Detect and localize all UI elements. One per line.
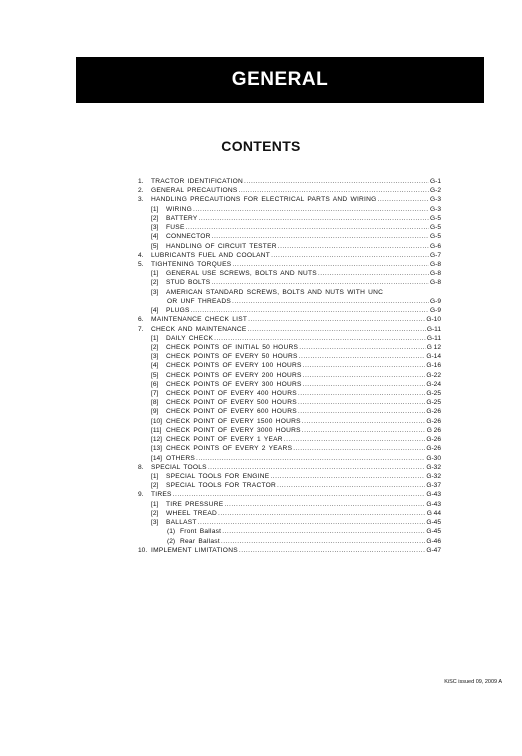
toc-entry-number: [1] [151, 473, 159, 480]
toc-entry-page: G-25 [426, 390, 441, 398]
toc-entry-page: G-45 [426, 519, 441, 527]
toc-entry-number: 10. [138, 546, 148, 554]
toc-entry-page: G-3 [430, 205, 441, 213]
toc-entry [138, 426, 441, 435]
toc-entry-title: CHECK POINT OF EVERY 1500 HOURS [166, 417, 301, 425]
toc-leader-dots [238, 186, 429, 195]
toc-entry-number: [6] [151, 380, 159, 388]
toc-entry-number: [4] [151, 233, 159, 241]
toc-entry-number: [1] [151, 500, 159, 508]
toc-entry [138, 546, 441, 555]
toc-entry-page: G 26 [426, 426, 441, 434]
toc-entry-page: G-37 [426, 482, 441, 490]
toc-entry [138, 361, 441, 370]
toc-leader-dots [248, 325, 426, 334]
toc-entry-number: [11] [151, 426, 162, 434]
toc-entry [138, 371, 441, 380]
toc-entry-page: G 44 [426, 509, 441, 517]
toc-entry [138, 195, 441, 204]
toc-entry-number: (2) [167, 537, 176, 545]
toc-entry-number: [9] [151, 408, 159, 416]
toc-entry-title: GENERAL PRECAUTIONS [151, 187, 238, 195]
toc-leader-dots [221, 537, 425, 546]
toc-entry [138, 454, 441, 463]
toc-entry [138, 463, 441, 472]
toc-entry-page: G-43 [426, 491, 441, 499]
toc-leader-dots [302, 426, 426, 435]
toc-entry-page: G-14 [426, 353, 441, 361]
toc-entry-title: CHECK POINTS OF EVERY 100 HOURS [166, 362, 302, 370]
issue-note: KiSC issued 09, 2009 A [444, 679, 502, 685]
toc-entry-number: [2] [151, 279, 159, 287]
toc-entry [138, 242, 441, 251]
toc-entry [138, 472, 441, 481]
toc-entry-title: DAILY CHECK [166, 334, 214, 342]
toc-leader-dots [208, 463, 426, 472]
toc-entry [138, 223, 441, 232]
toc-leader-dots [173, 490, 426, 499]
toc-entry-title: IMPLEMENT LIMITATIONS [151, 546, 238, 554]
toc-entry-number: 2. [138, 187, 144, 195]
toc-entry-number: 9. [138, 491, 144, 499]
toc-entry-title: Front Ballast [180, 528, 222, 536]
toc-entry [138, 490, 441, 499]
toc-entry-title: CHECK POINT OF EVERY 500 HOURS [166, 399, 297, 407]
toc-leader-dots [270, 472, 425, 481]
toc-entry [138, 306, 441, 315]
toc-entry [138, 537, 441, 546]
toc-entry-title: OR UNF THREADS [167, 297, 231, 305]
toc-entry-page: G-47 [426, 546, 441, 554]
toc-entry-title: CHECK POINTS OF INITIAL 50 HOURS [166, 343, 299, 351]
toc-entry-title: TIGHTENING TORQUES [151, 260, 232, 268]
toc-entry-number: [4] [151, 362, 159, 370]
toc-entry-page: G-43 [426, 500, 441, 508]
toc-entry-number: [2] [151, 214, 159, 222]
toc-entry-title: CHECK POINT OF EVERY 600 HOURS [166, 408, 297, 416]
toc-entry-number: [2] [151, 482, 159, 490]
toc-leader-dots [232, 297, 429, 306]
toc-entry [138, 444, 441, 453]
toc-entry-number: [1] [151, 270, 159, 278]
toc-entry [138, 509, 441, 518]
toc-entry-page: G-26 [426, 445, 441, 453]
toc-entry-page: G-7 [430, 251, 441, 259]
toc-entry [138, 500, 441, 509]
toc-leader-dots [232, 260, 429, 269]
toc-entry-title: CHECK POINT OF EVERY 400 HOURS [166, 390, 297, 398]
toc-entry-title: TIRE PRESSURE [166, 500, 224, 508]
toc-entry-page: G-25 [426, 399, 441, 407]
toc-entry-title: TIRES [151, 491, 172, 499]
toc-entry-number: [8] [151, 399, 159, 407]
toc-entry-page: G-24 [426, 380, 441, 388]
toc-entry-title: HANDLING OF CIRCUIT TESTER [166, 242, 277, 250]
toc-entry [138, 527, 441, 536]
toc-entry [138, 352, 441, 361]
toc-entry-title: FUSE [166, 224, 185, 232]
toc-entry [138, 288, 441, 297]
toc-entry-title: CHECK POINTS OF EVERY 50 HOURS [166, 353, 298, 361]
toc-entry-number: [4] [151, 307, 159, 315]
toc-entry-number: 8. [138, 463, 144, 471]
toc-entry-number: [10] [151, 417, 162, 425]
toc-leader-dots [218, 509, 426, 518]
toc-entry-page: G-46 [426, 537, 441, 545]
toc-entry [138, 269, 441, 278]
toc-entry-number: [3] [151, 288, 159, 296]
toc-entry [138, 435, 441, 444]
toc-entry-page: G-2 [430, 187, 441, 195]
toc-entry [138, 278, 441, 287]
toc-entry-page: G-32 [426, 473, 441, 480]
toc-entry [138, 251, 441, 260]
toc-leader-dots [298, 389, 425, 398]
toc-entry-title: CONNECTOR [166, 233, 211, 241]
toc-leader-dots [298, 407, 425, 416]
toc-entry-title: CHECK POINTS OF EVERY 200 HOURS [166, 371, 302, 379]
toc-entry [138, 205, 441, 214]
toc-entry-page: G-9 [430, 307, 441, 315]
toc-entry-title: CHECK POINTS OF EVERY 300 HOURS [166, 380, 302, 388]
toc-entry [138, 177, 441, 186]
toc-entry-page: G-32 [426, 463, 441, 471]
toc-entry-number: [7] [151, 390, 159, 398]
toc-entry-number: 5. [138, 260, 144, 268]
toc-entry-number: 3. [138, 196, 144, 204]
toc-entry-page: G-8 [430, 270, 441, 278]
toc-entry [138, 518, 441, 527]
toc-entry-title: CHECK POINT OF EVERY 3000 HOURS [166, 426, 301, 434]
toc-entry-page: G-5 [430, 214, 441, 222]
toc-entry-page: G-8 [430, 279, 441, 287]
toc-leader-dots [198, 518, 426, 527]
toc-entry-number: [2] [151, 343, 159, 351]
toc-entry [138, 315, 441, 324]
toc-entry-title: SPECIAL TOOLS FOR ENGINE [166, 473, 270, 480]
toc-entry-title: AMERICAN STANDARD SCREWS, BOLTS AND NUTS WITH UNC [166, 288, 384, 296]
toc-entry [138, 334, 441, 343]
toc-entry-title: BALLAST [166, 519, 197, 527]
toc-entry-number: 7. [138, 325, 144, 333]
toc-entry-title: MAINTENANCE CHECK LIST [151, 316, 248, 324]
toc-leader-dots [248, 315, 425, 324]
toc-entry-title: CHECK POINTS OF EVERY 2 YEARS [166, 445, 293, 453]
toc-entry [138, 297, 441, 306]
toc-leader-dots [239, 546, 425, 555]
toc-entry-page: G-22 [426, 371, 441, 379]
toc-entry [138, 389, 441, 398]
toc-leader-dots [278, 242, 429, 251]
toc-entry [138, 343, 441, 352]
toc-entry-page: G-10 [426, 316, 441, 324]
toc-leader-dots [271, 251, 429, 260]
contents-heading: CONTENTS [221, 138, 301, 154]
toc-entry [138, 380, 441, 389]
toc-entry-page: G-26 [426, 408, 441, 416]
toc-entry-title: CHECK POINT OF EVERY 1 YEAR [166, 436, 283, 444]
toc-entry-number: [12] [151, 436, 162, 444]
toc-entry-title: CHECK AND MAINTENANCE [151, 325, 247, 333]
toc-entry-number: 6. [138, 316, 144, 324]
toc-leader-dots [284, 435, 426, 444]
toc-entry-number: 4. [138, 251, 144, 259]
table-of-contents [138, 177, 441, 555]
toc-leader-dots [302, 417, 426, 426]
section-title: GENERAL [231, 69, 329, 90]
toc-entry-page: G-26 [426, 417, 441, 425]
toc-entry-page: G-3 [430, 196, 441, 204]
toc-entry-title: PLUGS [166, 307, 190, 315]
toc-entry-title: LUBRICANTS FUEL AND COOLANT [151, 251, 271, 259]
toc-entry-number: 1. [138, 178, 144, 185]
toc-entry [138, 260, 441, 269]
toc-entry-page: G-8 [430, 260, 441, 268]
toc-entry-title: WHEEL TREAD [166, 509, 218, 517]
toc-entry-title: WIRING [166, 205, 193, 213]
toc-entry-page: G-5 [430, 224, 441, 232]
toc-leader-dots [196, 454, 425, 463]
toc-leader-dots [299, 352, 426, 361]
toc-entry [138, 407, 441, 416]
toc-entry-title: OTHERS [166, 454, 195, 462]
toc-entry-page: G-9 [430, 297, 441, 305]
toc-entry-page: G-45 [426, 528, 441, 536]
toc-entry-title: SPECIAL TOOLS [151, 463, 207, 471]
toc-entry [138, 325, 441, 334]
toc-entry [138, 186, 441, 195]
toc-leader-dots [293, 444, 425, 453]
toc-entry-page: G-26 [426, 436, 441, 444]
toc-leader-dots [318, 269, 429, 278]
toc-entry [138, 214, 441, 223]
toc-entry-page: G-5 [430, 233, 441, 241]
toc-leader-dots [303, 361, 426, 370]
toc-entry [138, 481, 441, 490]
toc-entry-number: [3] [151, 353, 159, 361]
section-banner [76, 57, 484, 103]
toc-leader-dots [222, 527, 425, 536]
toc-entry-page: G-30 [426, 454, 441, 462]
toc-entry-title: TRACTOR IDENTIFICATION [151, 178, 243, 185]
toc-leader-dots [224, 500, 425, 509]
toc-leader-dots [244, 177, 429, 186]
toc-entry-page: G 12 [426, 343, 441, 351]
toc-leader-dots [214, 334, 426, 343]
toc-entry-page: G-6 [430, 242, 441, 250]
toc-entry [138, 232, 441, 241]
toc-leader-dots [193, 205, 429, 214]
toc-entry-number: [5] [151, 242, 159, 250]
toc-entry-number: [5] [151, 371, 159, 379]
toc-leader-dots [299, 343, 426, 352]
toc-leader-dots [298, 398, 425, 407]
toc-entry-title: BATTERY [166, 214, 198, 222]
toc-leader-dots [199, 214, 429, 223]
toc-entry-number: [14] [151, 454, 162, 462]
toc-entry-title: GENERAL USE SCREWS, BOLTS AND NUTS [166, 270, 317, 278]
toc-leader-dots [211, 278, 429, 287]
toc-entry-title: HANDLING PRECAUTIONS FOR ELECTRICAL PARTS AND WIRING [151, 196, 377, 204]
toc-entry-number: [2] [151, 509, 159, 517]
toc-entry-page: G-16 [426, 362, 441, 370]
toc-entry-number: [13] [151, 445, 162, 453]
toc-entry-number: [1] [151, 205, 159, 213]
toc-entry-title: Rear Ballast [180, 537, 220, 545]
toc-leader-dots [186, 223, 429, 232]
toc-leader-dots [191, 306, 429, 315]
toc-leader-dots [378, 195, 429, 204]
toc-entry-number: [3] [151, 224, 159, 232]
toc-entry [138, 417, 441, 426]
toc-leader-dots [277, 481, 425, 490]
toc-entry-title: SPECIAL TOOLS FOR TRACTOR [166, 482, 277, 490]
toc-entry-number: [1] [151, 334, 159, 342]
toc-entry-number: (1) [167, 528, 176, 536]
toc-leader-dots [303, 380, 426, 389]
toc-entry-page: G-1 [430, 178, 441, 185]
toc-leader-dots [303, 371, 426, 380]
toc-leader-dots [212, 232, 429, 241]
toc-entry-number: [3] [151, 519, 159, 527]
toc-entry-title: STUD BOLTS [166, 279, 211, 287]
toc-entry-page: G-11 [426, 334, 441, 342]
toc-entry [138, 398, 441, 407]
toc-entry-page: G-11 [426, 325, 441, 333]
